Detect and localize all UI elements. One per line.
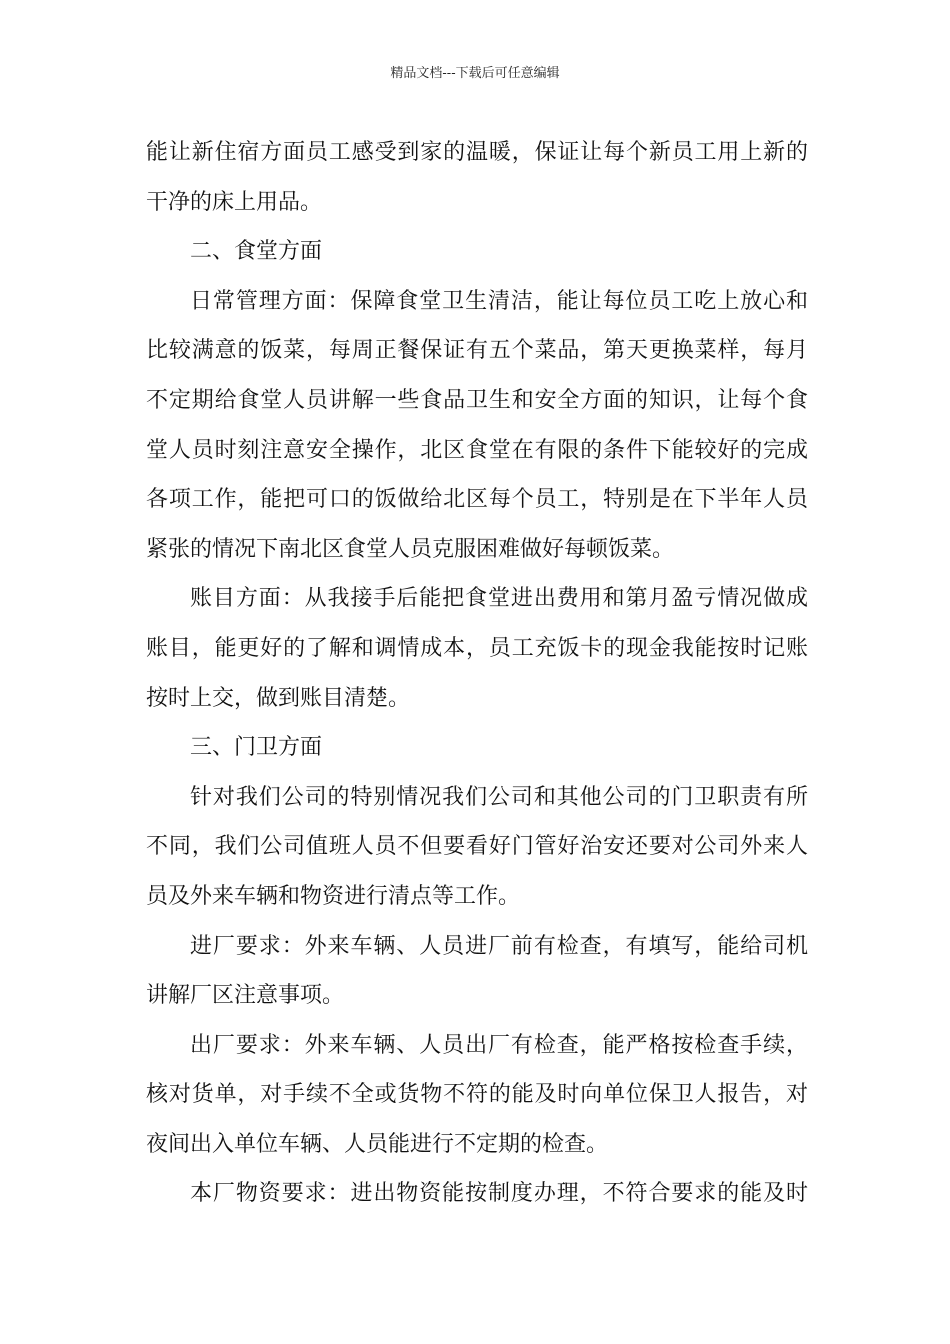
text-line: 出厂要求：外来车辆、人员出厂有检查，能严格按检查手续，	[190, 1032, 808, 1058]
text-line: 不同，我们公司值班人员不但要看好门管好治安还要对公司外来人	[146, 834, 808, 860]
text-line: 针对我们公司的特别情况我们公司和其他公司的门卫职责有所	[190, 784, 808, 810]
text-line: 比较满意的饭菜，每周正餐保证有五个菜品，第天更换菜样，每月	[146, 338, 808, 364]
section-heading: 二、食堂方面	[190, 239, 323, 265]
text-line: 夜间出入单位车辆、人员能进行不定期的检查。	[146, 1131, 609, 1157]
text-line: 按时上交，做到账目清楚。	[146, 685, 411, 711]
text-line: 本厂物资要求：进出物资能按制度办理，不符合要求的能及时	[190, 1181, 808, 1207]
text-line: 各项工作，能把可口的饭做给北区每个员工，特别是在下半年人员	[146, 487, 808, 513]
section-heading: 三、门卫方面	[190, 735, 323, 761]
text-line: 不定期给食堂人员讲解一些食品卫生和安全方面的知识，让每个食	[146, 387, 808, 413]
page-header: 精品文档---下载后可任意编辑	[390, 66, 560, 81]
text-line: 核对货单，对手续不全或货物不符的能及时向单位保卫人报告，对	[146, 1082, 808, 1108]
text-line: 账目，能更好的了解和调情成本，员工充饭卡的现金我能按时记账	[146, 635, 808, 661]
text-line: 账目方面：从我接手后能把食堂进出费用和第月盈亏情况做成	[190, 586, 808, 612]
text-line: 日常管理方面：保障食堂卫生清洁，能让每位员工吃上放心和	[190, 288, 808, 314]
text-line: 堂人员时刻注意安全操作，北区食堂在有限的条件下能较好的完成	[146, 437, 808, 463]
document-body	[146, 128, 808, 1219]
text-line: 进厂要求：外来车辆、人员进厂前有检查，有填写，能给司机	[190, 933, 808, 959]
text-line: 紧张的情况下南北区食堂人员克服困难做好每顿饭菜。	[146, 536, 675, 562]
text-line: 讲解厂区注意事项。	[146, 983, 345, 1009]
text-line: 能让新住宿方面员工感受到家的温暖，保证让每个新员工用上新的	[146, 140, 808, 165]
text-line: 员及外来车辆和物资进行清点等工作。	[146, 883, 521, 909]
text-line: 干净的床上用品。	[146, 189, 323, 215]
